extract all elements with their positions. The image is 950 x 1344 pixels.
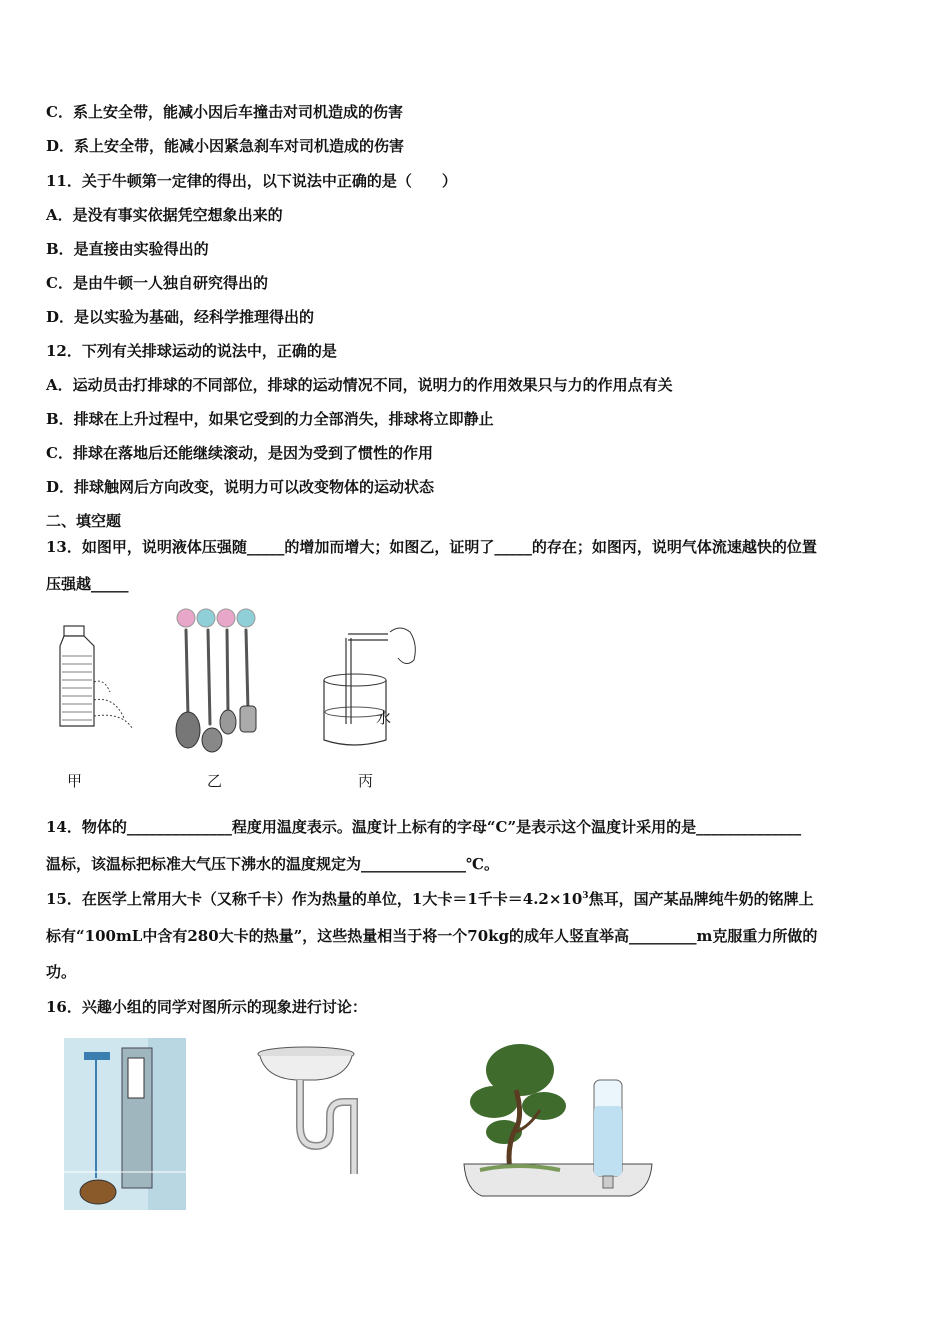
q15-line2: 标有“100mL中含有280大卡的热量”，这些热量相当于将一个70kg的成年人竖直举高_________m克服重力所做的 bbox=[46, 927, 818, 945]
q12-option-b: B．排球在上升过程中，如果它受到的力全部消失，排球将立即静止 bbox=[46, 410, 494, 428]
caption-jia: 甲 bbox=[67, 772, 83, 790]
label-water: 水 bbox=[376, 709, 392, 727]
q12-stem: 12．下列有关排球运动的说法中，正确的是 bbox=[46, 342, 337, 360]
q15-exponent: 3 bbox=[582, 891, 589, 901]
q14-line1: 14．物体的______________程度用温度表示。温度计上标有的字母“C”是表示这个温度计采用的是______________ bbox=[46, 818, 802, 836]
q12-option-c: C．排球在落地后还能继续滚动，是因为受到了惯性的作用 bbox=[46, 444, 433, 462]
q13-line2: 压强越_____ bbox=[46, 575, 129, 593]
q10-option-c: C．系上安全带，能减小因后车撞击对司机造成的伤害 bbox=[46, 103, 403, 121]
q11-stem: 11．关于牛顿第一定律的得出，以下说法中正确的是（ ） bbox=[46, 172, 457, 190]
figure-bing-beaker bbox=[318, 624, 428, 754]
q14-line2: 温标，该温标把标准大气压下沸水的温度规定为______________℃。 bbox=[46, 855, 499, 873]
q15-line1-a: 15．在医学上常用大卡（又称千卡）作为热量的单位，1大卡＝1千卡＝4.2×10 bbox=[46, 890, 583, 908]
figure-bonsai-bottle bbox=[460, 1040, 656, 1202]
q11-option-a: A．是没有事实依据凭空想象出来的 bbox=[46, 206, 283, 224]
q12-option-d: D．排球触网后方向改变，说明力可以改变物体的运动状态 bbox=[46, 478, 435, 496]
caption-yi: 乙 bbox=[207, 772, 223, 790]
q15-line1 bbox=[46, 889, 814, 909]
q11-option-b: B．是直接由实验得出的 bbox=[46, 240, 209, 258]
q10-option-d: D．系上安全带，能减小因紧急刹车对司机造成的伤害 bbox=[46, 137, 405, 155]
q12-option-a: A．运动员击打排球的不同部位，排球的运动情况不同，说明力的作用效果只与力的作用点有关 bbox=[46, 376, 673, 394]
q11-option-c: C．是由牛顿一人独自研究得出的 bbox=[46, 274, 268, 292]
q16-stem: 16．兴趣小组的同学对图所示的现象进行讨论： bbox=[46, 998, 367, 1016]
q15-line3: 功。 bbox=[46, 963, 77, 981]
figure-jia-bottle bbox=[52, 622, 142, 732]
q11-option-d: D．是以实验为基础，经科学推理得出的 bbox=[46, 308, 315, 326]
figure-yi-suction-hooks bbox=[170, 606, 265, 761]
caption-bing: 丙 bbox=[358, 772, 374, 790]
figure-water-tower bbox=[64, 1038, 186, 1210]
section-heading: 二、填空题 bbox=[46, 512, 122, 530]
q15-line1-b: 焦耳，国产某品牌纯牛奶的铭牌上 bbox=[588, 890, 814, 908]
figure-sink-trap bbox=[256, 1046, 358, 1180]
q13-line1: 13．如图甲，说明液体压强随_____的增加而增大；如图乙，证明了_____的存在；如图丙，说明气体流速越快的位置 bbox=[46, 538, 817, 556]
